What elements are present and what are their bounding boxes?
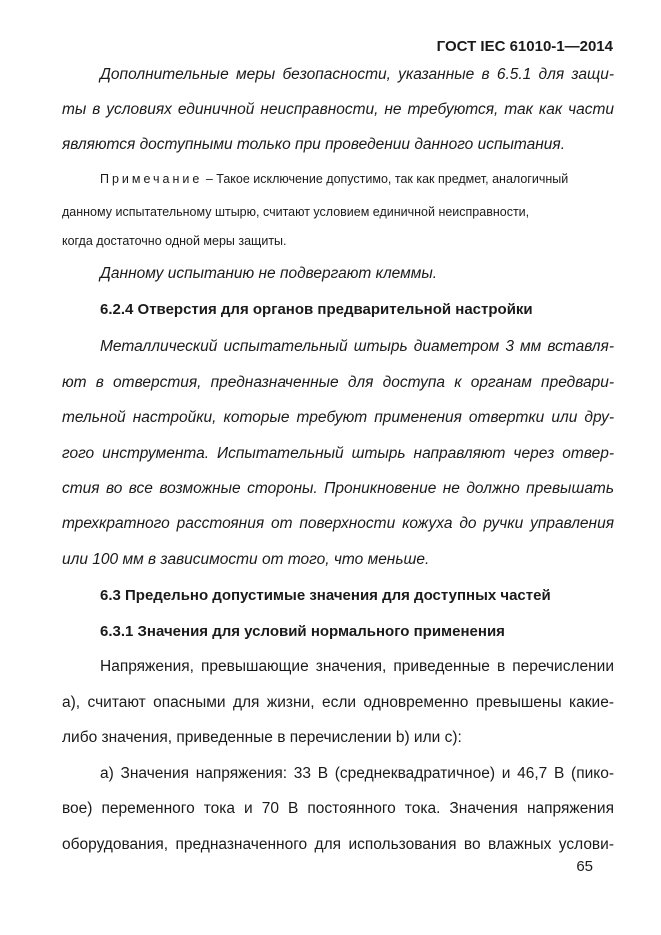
note-line bbox=[100, 172, 614, 186]
note-line: когда достаточно одной меры защиты. bbox=[62, 234, 287, 248]
paragraph-line: вое) переменного тока и 70 В постоянного тока. Значения напряжения bbox=[62, 800, 614, 817]
paragraph-line: Дополнительные меры безопасности, указанные в 6.5.1 для защи- bbox=[100, 66, 614, 83]
paragraph-line: ты в условиях единичной неисправности, не требуются, так как части bbox=[62, 101, 614, 118]
paragraph-line: трехкратного расстояния от поверхности кожуха до ручки управления bbox=[62, 515, 614, 532]
subsection-heading: 6.3.1 Значения для условий нормального применения bbox=[100, 623, 505, 640]
paragraph-line: а), считают опасными для жизни, если одновременно превышены какие- bbox=[62, 694, 614, 711]
paragraph-line: стия во все возможные стороны. Проникновение не должно превышать bbox=[62, 480, 614, 497]
paragraph-line: Напряжения, превышающие значения, приведенные в перечислении bbox=[100, 658, 614, 675]
paragraph-line: оборудования, предназначенного для использования во влажных услови- bbox=[62, 836, 614, 853]
note-label: Примечание bbox=[100, 172, 203, 186]
paragraph-line: ют в отверстия, предназначенные для доступа к органам предвари- bbox=[62, 374, 614, 391]
document-header: ГОСТ IEC 61010-1—2014 bbox=[436, 38, 613, 55]
paragraph-line: являются доступными только при проведении данного испытания. bbox=[62, 136, 566, 153]
paragraph-line: тельной настройки, которые требуют применения отвертки или дру- bbox=[62, 409, 614, 426]
paragraph-line: гого инструмента. Испытательный штырь направляют через отвер- bbox=[62, 445, 614, 462]
paragraph-line: либо значения, приведенные в перечислении b) или c): bbox=[62, 729, 462, 746]
page-number: 65 bbox=[576, 858, 593, 875]
paragraph-line: а) Значения напряжения: 33 В (среднеквадратичное) и 46,7 В (пико- bbox=[100, 765, 614, 782]
paragraph-line: Металлический испытательный штырь диаметром 3 мм вставля- bbox=[100, 338, 614, 355]
paragraph-line: или 100 мм в зависимости от того, что меньше. bbox=[62, 551, 430, 568]
section-heading: 6.3 Предельно допустимые значения для доступных частей bbox=[100, 587, 551, 604]
paragraph-line: Данному испытанию не подвергают клеммы. bbox=[100, 265, 438, 282]
section-heading: 6.2.4 Отверстия для органов предварительной настройки bbox=[100, 301, 533, 318]
note-line: данному испытательному штырю, считают условием единичной неисправности, bbox=[62, 205, 530, 219]
note-text: – Такое исключение допустимо, так как предмет, аналогичный bbox=[205, 172, 569, 186]
